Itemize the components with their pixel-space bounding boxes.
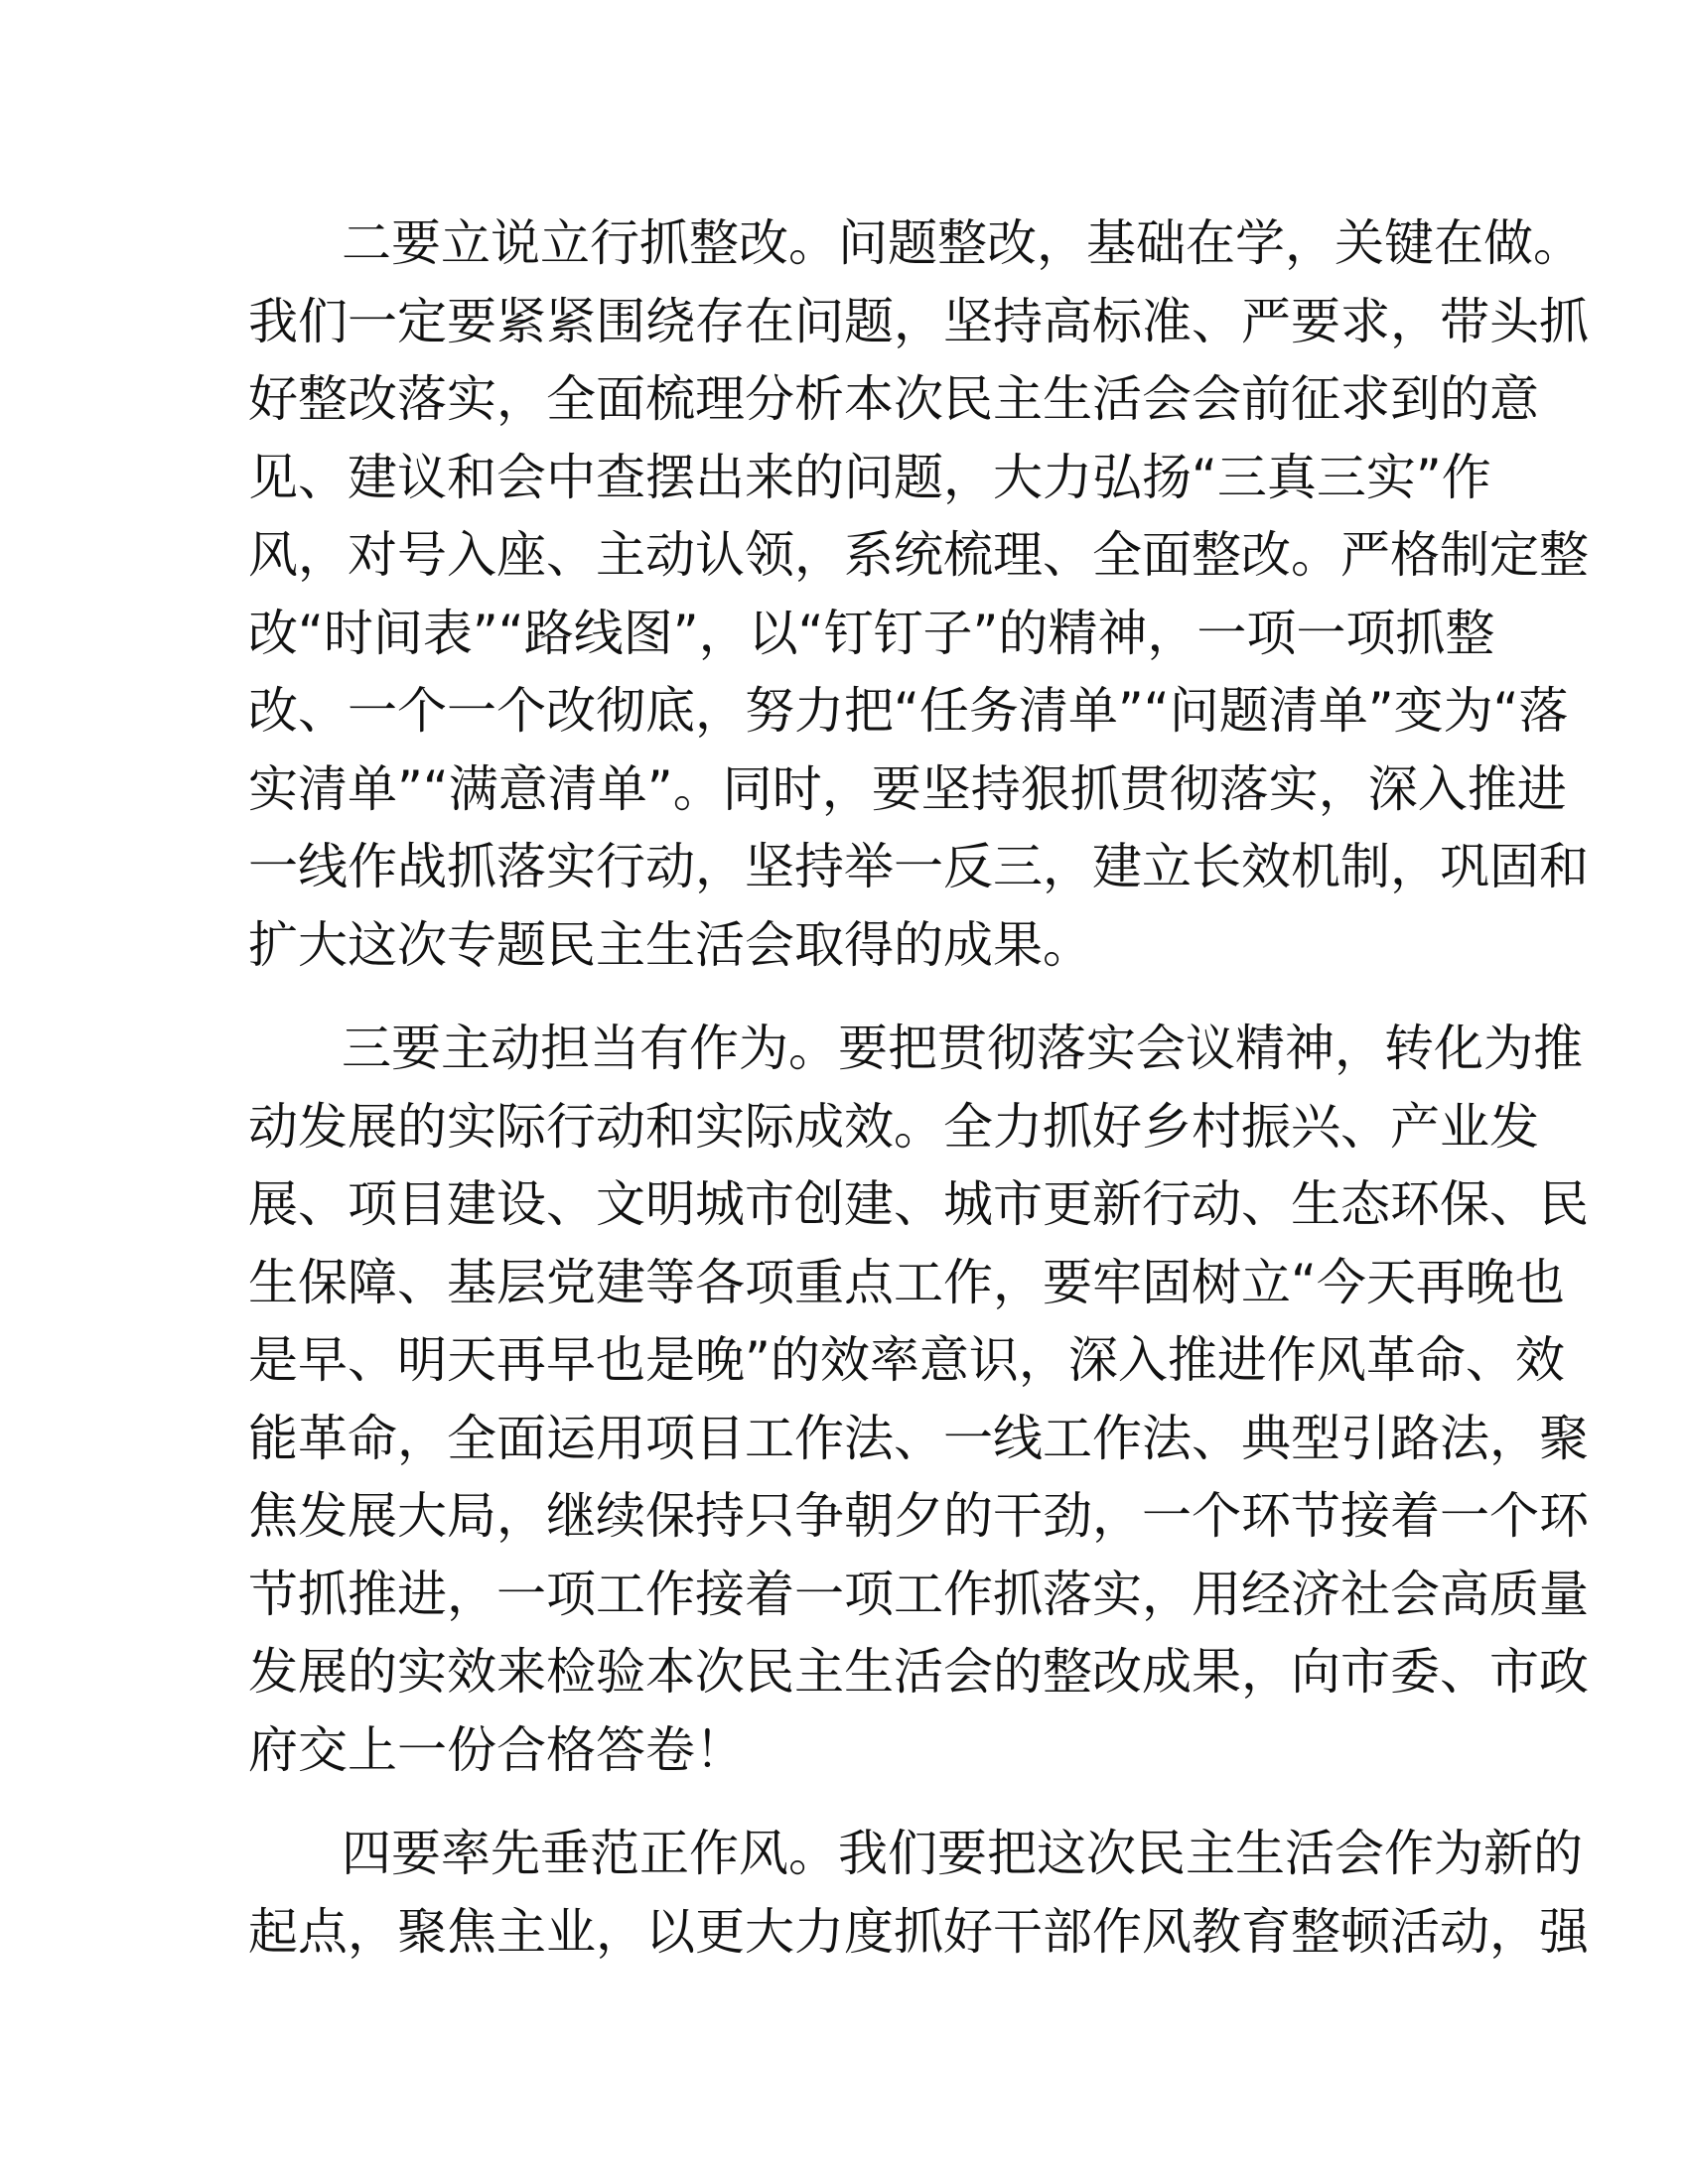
text-line: 动发展的实际行动和实际成效。全力抓好乡村振兴、产业发 — [248, 1097, 1539, 1156]
text-line: 府交上一份合格答卷！ — [248, 1720, 745, 1779]
text-line: 实清单”“满意清单”。同时，要坚持狠抓贯彻落实，深入推进 — [248, 759, 1567, 818]
text-line: 二要立说立行抓整改。问题整改，基础在学，关键在做。 — [342, 214, 1583, 272]
paragraph-responsibility — [248, 1010, 1589, 1789]
text-line: 生保障、基层党建等各项重点工作，要牢固树立“今天再晚也 — [248, 1253, 1565, 1311]
text-line: 扩大这次专题民主生活会取得的成果。 — [248, 915, 1092, 974]
text-line: 我们一定要紧紧围绕存在问题，坚持高标准、严要求，带头抓 — [248, 292, 1589, 350]
paragraph-work-style — [248, 1815, 1589, 1971]
text-line: 好整改落实，全面梳理分析本次民主生活会会前征求到的意 — [248, 370, 1539, 428]
text-line: 一线作战抓落实行动，坚持举一反三，建立长效机制，巩固和 — [248, 838, 1589, 895]
text-line: 焦发展大局，继续保持只争朝夕的干劲，一个环节接着一个环 — [248, 1487, 1589, 1545]
text-line: 三要主动担当有作为。要把贯彻落实会议精神，转化为推 — [342, 1020, 1583, 1077]
text-line: 能革命，全面运用项目工作法、一线工作法、典型引路法，聚 — [248, 1409, 1589, 1467]
text-line: 起点，聚焦主业，以更大力度抓好干部作风教育整顿活动，强 — [248, 1902, 1589, 1961]
text-line: 四要率先垂范正作风。我们要把这次民主生活会作为新的 — [342, 1825, 1583, 1882]
text-line: 节抓推进，一项工作接着一项工作抓落实，用经济社会高质量 — [248, 1565, 1589, 1623]
text-line: 发展的实效来检验本次民主生活会的整改成果，向市委、市政 — [248, 1643, 1589, 1701]
text-line: 展、项目建设、文明城市创建、城市更新行动、生态环保、民 — [248, 1175, 1589, 1233]
paragraph-rectification — [248, 205, 1589, 984]
document-body — [248, 205, 1589, 1996]
text-line: 改“时间表”“路线图”，以“钉钉子”的精神，一项一项抓整 — [248, 604, 1495, 662]
text-line: 是早、明天再早也是晚”的效率意识，深入推进作风革命、效 — [248, 1331, 1565, 1389]
text-line: 改、一个一个改彻底，努力把“任务清单”“问题清单”变为“落 — [248, 682, 1569, 740]
text-line: 见、建议和会中查摆出来的问题，大力弘扬“三真三实”作 — [248, 448, 1491, 506]
text-line: 风，对号入座、主动认领，系统梳理、全面整改。严格制定整 — [248, 526, 1589, 584]
